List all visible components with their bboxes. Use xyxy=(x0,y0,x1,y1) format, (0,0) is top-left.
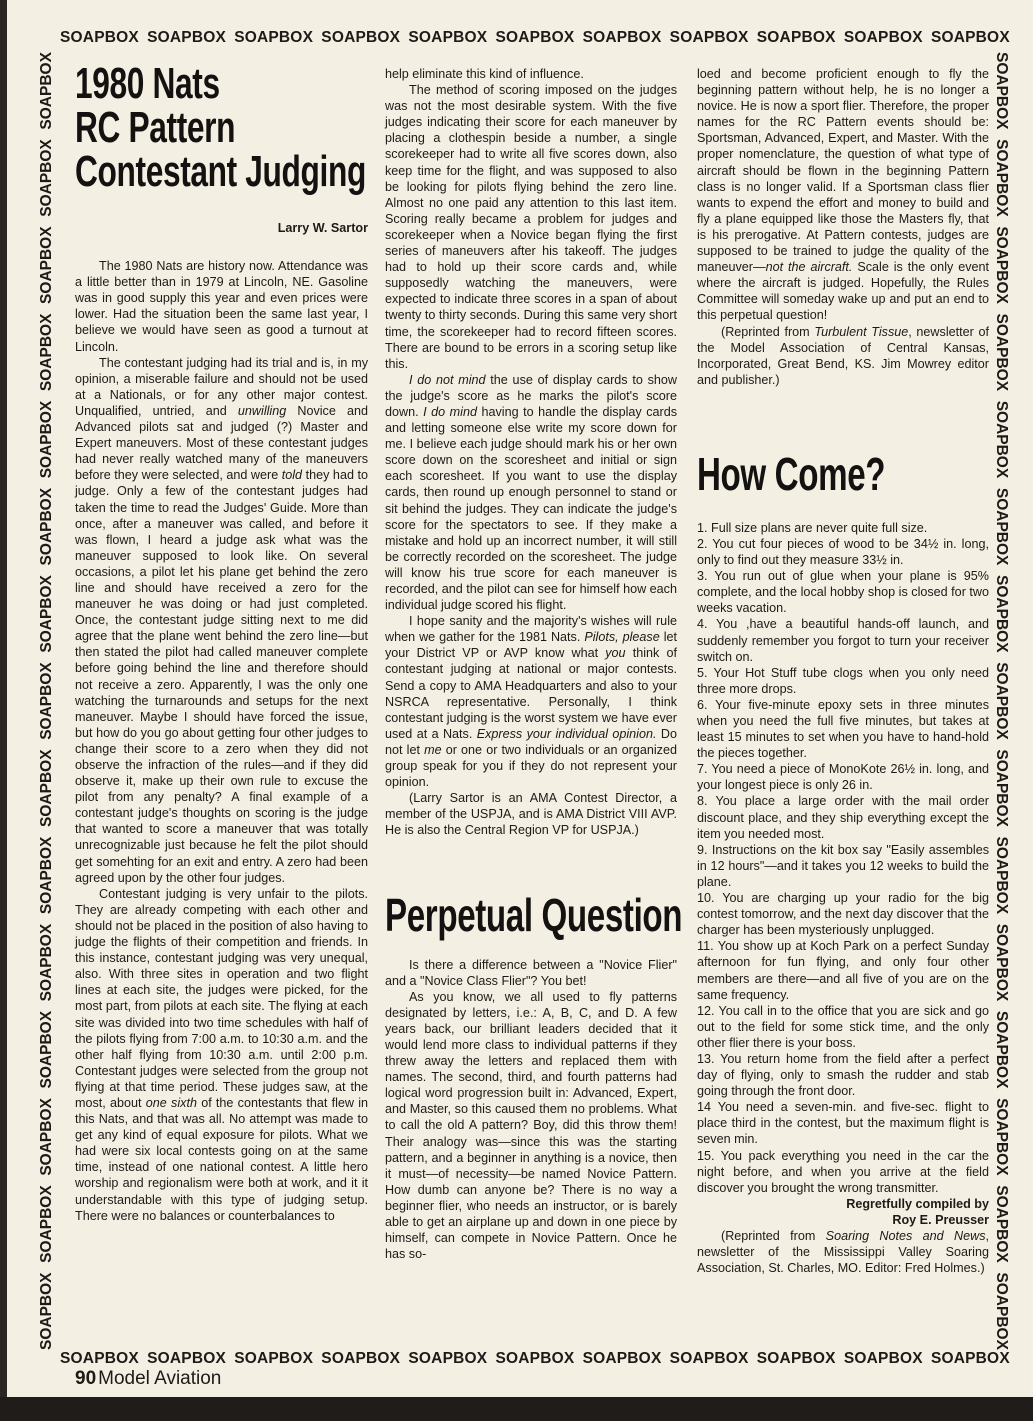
list-item: 3. You run out of glue when your plane is 95% complete, and the local hobby shop is closed for two weeks vacation. xyxy=(697,569,989,616)
soapbox-word: SOAPBOX xyxy=(147,1350,227,1367)
soapbox-word: SOAPBOX xyxy=(408,29,488,46)
soapbox-word: SOAPBOX xyxy=(756,1350,836,1367)
article-2-body xyxy=(385,957,677,1263)
paragraph: help eliminate this kind of influence. xyxy=(385,67,584,81)
soapbox-band-right xyxy=(992,52,1012,1350)
title-line-1: 1980 Nats xyxy=(75,59,220,108)
soapbox-word: SOAPBOX xyxy=(993,749,1010,827)
paragraph: The method of scoring imposed on the judges was not the most desirable system. With the five judges indicating their score for each maneuver by placing a clothespin beside a number, a single scorekeeper had to write all five scores down, also keep time for the flight, and was supposed to also be looking for pilots flying behind the zero line. Almost no one paid any attention to this last item. Scoring really became a problem for judges and scorekeeper when a Novice began flying the first series of maneuvers after his takeoff. The judges had to hold up their score cards and, while supposedly watching the maneuvers, were expected to indicate three scores in a span of about twenty to thirty seconds. During this same very short time, the scorekeeper had to record fifteen scores. There are bound to be errors in a scoring setup like this. xyxy=(385,83,677,371)
soapbox-word: SOAPBOX xyxy=(38,226,55,304)
paragraph: loed and become proficient enough to fly the beginning pattern without help, he is no longer a novice. He is now a sport flier. Therefore, the proper names for the RC Pattern events should be: Sportsman, Advanced, Expert, and Master. With the proper nomenclature, the question of what type of aircraft should be flown in the beginning Pattern class is no longer valid. If a Sportsman class flier wants to expend the effort and money to build and fly a plane equipped like those the Masters fly, that is his prerogative. At Pattern contests, judges are supposed to be trained to judge the quality of the maneuver—not the aircraft. Scale is the only event where the aircraft is judged. Hopefully, the Rules Committee will someday wake up and put an end to this perpetual question! xyxy=(697,67,990,323)
scan-bottom-border xyxy=(0,1397,1033,1421)
list-item: 8. You place a large order with the mail order discount place, and they ship everything except the item you needed most. xyxy=(697,794,989,841)
paragraph: Contestant judging is very unfair to the pilots. They are already competing with each other and should not be placed in the position of also having to judge the flights of their competition and friends. In this instance, contestant judging was very unequal, also. With three sites in operation and two flight lines at each site, the judges were picked, for the most part, from pilots at each site. The flying at each site was divided into two time schedules with half of the pilots flying from 7:00 a.m. to 10:30 a.m. and the other half flying from 10:30 a.m. until 2:00 p.m. Contestant judges were selected from the group not flying at that time period. These judges saw, at the most, about one sixth of the contestants that flew in this Nats, and that was all. No attempt was made to get any kind of equal exposure for pilots. What we had were six local contests going on at the same time, instead of one national contest. A little hero worship and regionalism were both at work, and it it understandable with this type of judging setup. There were no balances or counterbalances to xyxy=(75,886,369,1223)
soapbox-word: SOAPBOX xyxy=(993,1010,1010,1089)
column-2 xyxy=(385,66,683,1262)
soapbox-word: SOAPBOX xyxy=(993,1185,1010,1263)
soapbox-word: SOAPBOX xyxy=(38,1185,55,1263)
soapbox-word: SOAPBOX xyxy=(843,29,923,46)
title-line-3: Contestant Judging xyxy=(75,147,366,196)
soapbox-word: SOAPBOX xyxy=(38,313,55,392)
soapbox-word: SOAPBOX xyxy=(38,923,55,1002)
soapbox-word: SOAPBOX xyxy=(321,29,401,46)
paragraph: I hope sanity and the majority's wishes will rule when we gather for the 1981 Nats. Pilots, please let your District VP or AVP know what you think of contestant judging at national or major contests. Send a copy to AMA Headquarters and also to your NSRCA representative. Personally, I think contestant judging is the worst system we have ever used at a Nats. Express your individual opinion. Do not let me or one or two individuals or an organized group speak for you if they do not represent your opinion. xyxy=(385,614,677,790)
soapbox-word: SOAPBOX xyxy=(669,1350,749,1367)
page-number: 90 xyxy=(75,1368,97,1389)
soapbox-word: SOAPBOX xyxy=(582,29,662,46)
soapbox-word: SOAPBOX xyxy=(38,400,55,479)
article-title-how-come: How Come? xyxy=(697,447,886,500)
soapbox-word: SOAPBOX xyxy=(234,1350,314,1367)
article-title-contestant-judging xyxy=(75,59,368,196)
soapbox-word: SOAPBOX xyxy=(993,836,1010,915)
column-1 xyxy=(75,59,369,1224)
soapbox-word: SOAPBOX xyxy=(993,313,1010,392)
compiled-by-label: Regretfully compiled by xyxy=(846,1196,989,1211)
paragraph: Is there a difference between a "Novice Flier" and a "Novice Class Flier"? You bet! xyxy=(385,957,677,988)
list-item: 11. You show up at Koch Park on a perfect Sunday afternoon for fun flying, and only four other members are there—and all five of you are on the same frequency. xyxy=(697,939,989,1002)
soapbox-word: SOAPBOX xyxy=(38,1010,55,1089)
article-1-body xyxy=(75,258,368,1224)
soapbox-word: SOAPBOX xyxy=(993,226,1010,304)
publication-name: Model Aviation xyxy=(98,1368,222,1389)
article-2-body-continued xyxy=(697,66,989,388)
soapbox-word: SOAPBOX xyxy=(669,29,749,46)
soapbox-word: SOAPBOX xyxy=(38,1272,55,1350)
list-item: 4. You ,have a beautiful hands-off launch, and suddenly remember you forgot to turn your receiver switch on. xyxy=(697,617,989,664)
page-edge xyxy=(0,0,7,1421)
soapbox-band-left xyxy=(36,52,56,1350)
list-item: 1. Full size plans are never quite full size. xyxy=(697,520,928,535)
soapbox-word: SOAPBOX xyxy=(147,29,227,46)
paragraph: (Reprinted from Turbulent Tissue, newsletter of the Model Association of Central Kansas, Incorporated, Great Bend, KS. Jim Mowrey editor and publisher.) xyxy=(697,324,989,387)
column-3 xyxy=(697,66,989,1276)
soapbox-word: SOAPBOX xyxy=(321,1350,401,1367)
soapbox-word: SOAPBOX xyxy=(38,52,55,130)
soapbox-word: SOAPBOX xyxy=(993,1272,1010,1350)
list-item: 15. You pack everything you need in the car the night before, and when you arrive at the field discover you brought the wrong transmitter. xyxy=(697,1148,989,1195)
soapbox-word: SOAPBOX xyxy=(582,1350,662,1367)
list-item: 6. Your five-minute epoxy sets in three minutes when you need the full five minutes, but takes at least 15 minutes to set when you have to hand-hold the pieces together. xyxy=(697,697,989,761)
list-item: 13. You return home from the field after a perfect day of flying, only to smash the rudder and stab going through the front door. xyxy=(697,1051,989,1099)
soapbox-word: SOAPBOX xyxy=(993,52,1010,130)
soapbox-word: SOAPBOX xyxy=(930,29,1010,46)
soapbox-word: SOAPBOX xyxy=(38,836,55,915)
soapbox-word: SOAPBOX xyxy=(38,662,55,740)
list-item: 5. Your Hot Stuff tube clogs when you only need three more drops. xyxy=(697,665,989,696)
paragraph: As you know, we all used to fly patterns designated by letters, i.e.: A, B, C, and D. A few years back, our brilliant leaders decided that it would lend more class to individual patterns if they threw away the letters and replaced them with names. The second, third, and fourth patterns had logical word progression built in: Advanced, Expert, and Master, so this caused them no problems. What to call the old A pattern? Boy, did this throw them! Their analogy was—since this was the starting pattern, and a beginner in anything is a novice, then it must—of necessity—be named Novice Pattern. How dumb can anyone be? There is no way a beginner flier, who needs an instructor, or is barely able to get an airplane up and down in one piece by himself, can compete in Novice Pattern. Once he has so- xyxy=(385,989,677,1262)
list-item: 7. You need a piece of MonoKote 26½ in. long, and your longest piece is only 26 in. xyxy=(697,762,989,793)
article-title-perpetual-question: Perpetual Question xyxy=(385,888,683,941)
paragraph: The contestant judging had its trial and is, in my opinion, a miserable failure and should not be used at a Nationals, or for any other major contest. Unqualified, untried, and unwilling Novice and Advanced pilots sat and judged (?) Master and Expert maneuvers. Most of these contestant judges had never really watched many of the maneuvers before they were selected, and were told they had to judge. Only a few of the contestant judges had taken the time to read the Judges' Guide. More than once, after a maneuver was called, and before it was flown, I heard a judge ask what was the maneuver supposed to look like. On several occasions, a pilot let his plane get behind the zero line and should have received a zero for the maneuver he was doing or had just completed. Once, the contestant judge sitting next to me did agree that the plane went behind the zero line—but then stated the pilot had called maneuver complete before going behind the line and therefore should not receive a zero. Apparently, I was the only one watching the turnarounds and setups for the next maneuver. Maybe I should have forced the issue, but how do you go about getting four other judges to change their score to a zero when they did not observe the infraction of the rules—and if they did observe it, make up their own rule to excuse the pilot from any penalty? A final example of a contestant judge's thoughts on scoring is the judge that wanted to score a maneuver that was totally unrecognizable just because he felt the pilot should get somehting for an exit and entry. A zero had been agreed upon by the other four judges. xyxy=(75,355,368,885)
soapbox-word: SOAPBOX xyxy=(993,487,1010,566)
soapbox-word: SOAPBOX xyxy=(38,487,55,566)
byline: Larry W. Sartor xyxy=(277,221,368,235)
soapbox-word: SOAPBOX xyxy=(38,575,55,653)
soapbox-word: SOAPBOX xyxy=(993,139,1010,217)
soapbox-word: SOAPBOX xyxy=(38,749,55,827)
title-line-2: RC Pattern xyxy=(75,103,236,152)
soapbox-band-top xyxy=(60,29,1010,49)
reprint-note: (Reprinted from Soaring Notes and News, newsletter of the Mississippi Valley Soaring Association, St. Charles, MO. Editor: Fred Holmes.) xyxy=(697,1229,989,1276)
soapbox-word: SOAPBOX xyxy=(843,1350,923,1367)
soapbox-word: SOAPBOX xyxy=(38,1098,55,1176)
list-item: 14 You need a seven-min. and five-sec. flight to place third in the contest, but the maximum flight is seven min. xyxy=(697,1100,989,1147)
soapbox-word: SOAPBOX xyxy=(930,1350,1010,1367)
compiler-name: Roy E. Preusser xyxy=(892,1212,989,1227)
paragraph: (Larry Sartor is an AMA Contest Director, a member of the USPJA, and is AMA District VIII AVP. He is also the Central Region VP for USPJA.) xyxy=(385,791,677,838)
list-item: 2. You cut four pieces of wood to be 34½ in. long, only to find out they measure 33½ in. xyxy=(697,536,989,568)
paragraph: The 1980 Nats are history now. Attendance was a little better than in 1979 at Lincoln, NE. Gasoline was in good supply this year and even prices were lower. Had the situation been the same last year, I believe we would have seen as good a turnout at Lincoln. xyxy=(75,259,368,354)
soapbox-word: SOAPBOX xyxy=(993,575,1010,653)
soapbox-word: SOAPBOX xyxy=(495,1350,575,1367)
soapbox-word: SOAPBOX xyxy=(993,923,1010,1002)
page-footer xyxy=(75,1368,221,1390)
soapbox-word: SOAPBOX xyxy=(993,662,1010,740)
list-item: 10. You are charging up your radio for the big contest tomorrow, and the next day discover that the charger has been mysteriously unplugged. xyxy=(697,891,989,938)
soapbox-band-bottom xyxy=(60,1350,1010,1370)
soapbox-word: SOAPBOX xyxy=(756,29,836,46)
article-1-body-continued xyxy=(385,66,677,839)
list-item: 12. You call in to the office that you are sick and go out to the field for some stick time, and the only other flier there is your boss. xyxy=(697,1003,989,1050)
list-item: 9. Instructions on the kit box say "Easily assembles in 12 hours"—and it takes you 12 weeks to build the plane. xyxy=(697,842,989,889)
soapbox-word: SOAPBOX xyxy=(60,29,139,46)
soapbox-word: SOAPBOX xyxy=(60,1350,139,1367)
how-come-list xyxy=(697,520,989,1196)
soapbox-word: SOAPBOX xyxy=(234,29,314,46)
soapbox-word: SOAPBOX xyxy=(495,29,575,46)
soapbox-word: SOAPBOX xyxy=(993,400,1010,479)
soapbox-word: SOAPBOX xyxy=(408,1350,488,1367)
soapbox-word: SOAPBOX xyxy=(38,139,55,217)
paragraph: I do not mind the use of display cards to show the judge's score as he marks the pilot's score down. I do mind having to handle the display cards and letting someone else write my score down for me. I believe each judge should mark his or her own score down on the scoresheet and initial or sign each scoresheet. If you want to use the display cards, then round up enough personnel to stand or sit behind the judges. They can indicate the judge's score for the spectators to see. If they make a mistake and hold up an incorrect number, it will still be correctly recorded on the scoresheet. The judge will know his true score for each maneuver is recorded, and the pilot can see for himself how each individual judge scored his flight. xyxy=(385,372,677,613)
soapbox-word: SOAPBOX xyxy=(993,1098,1010,1176)
